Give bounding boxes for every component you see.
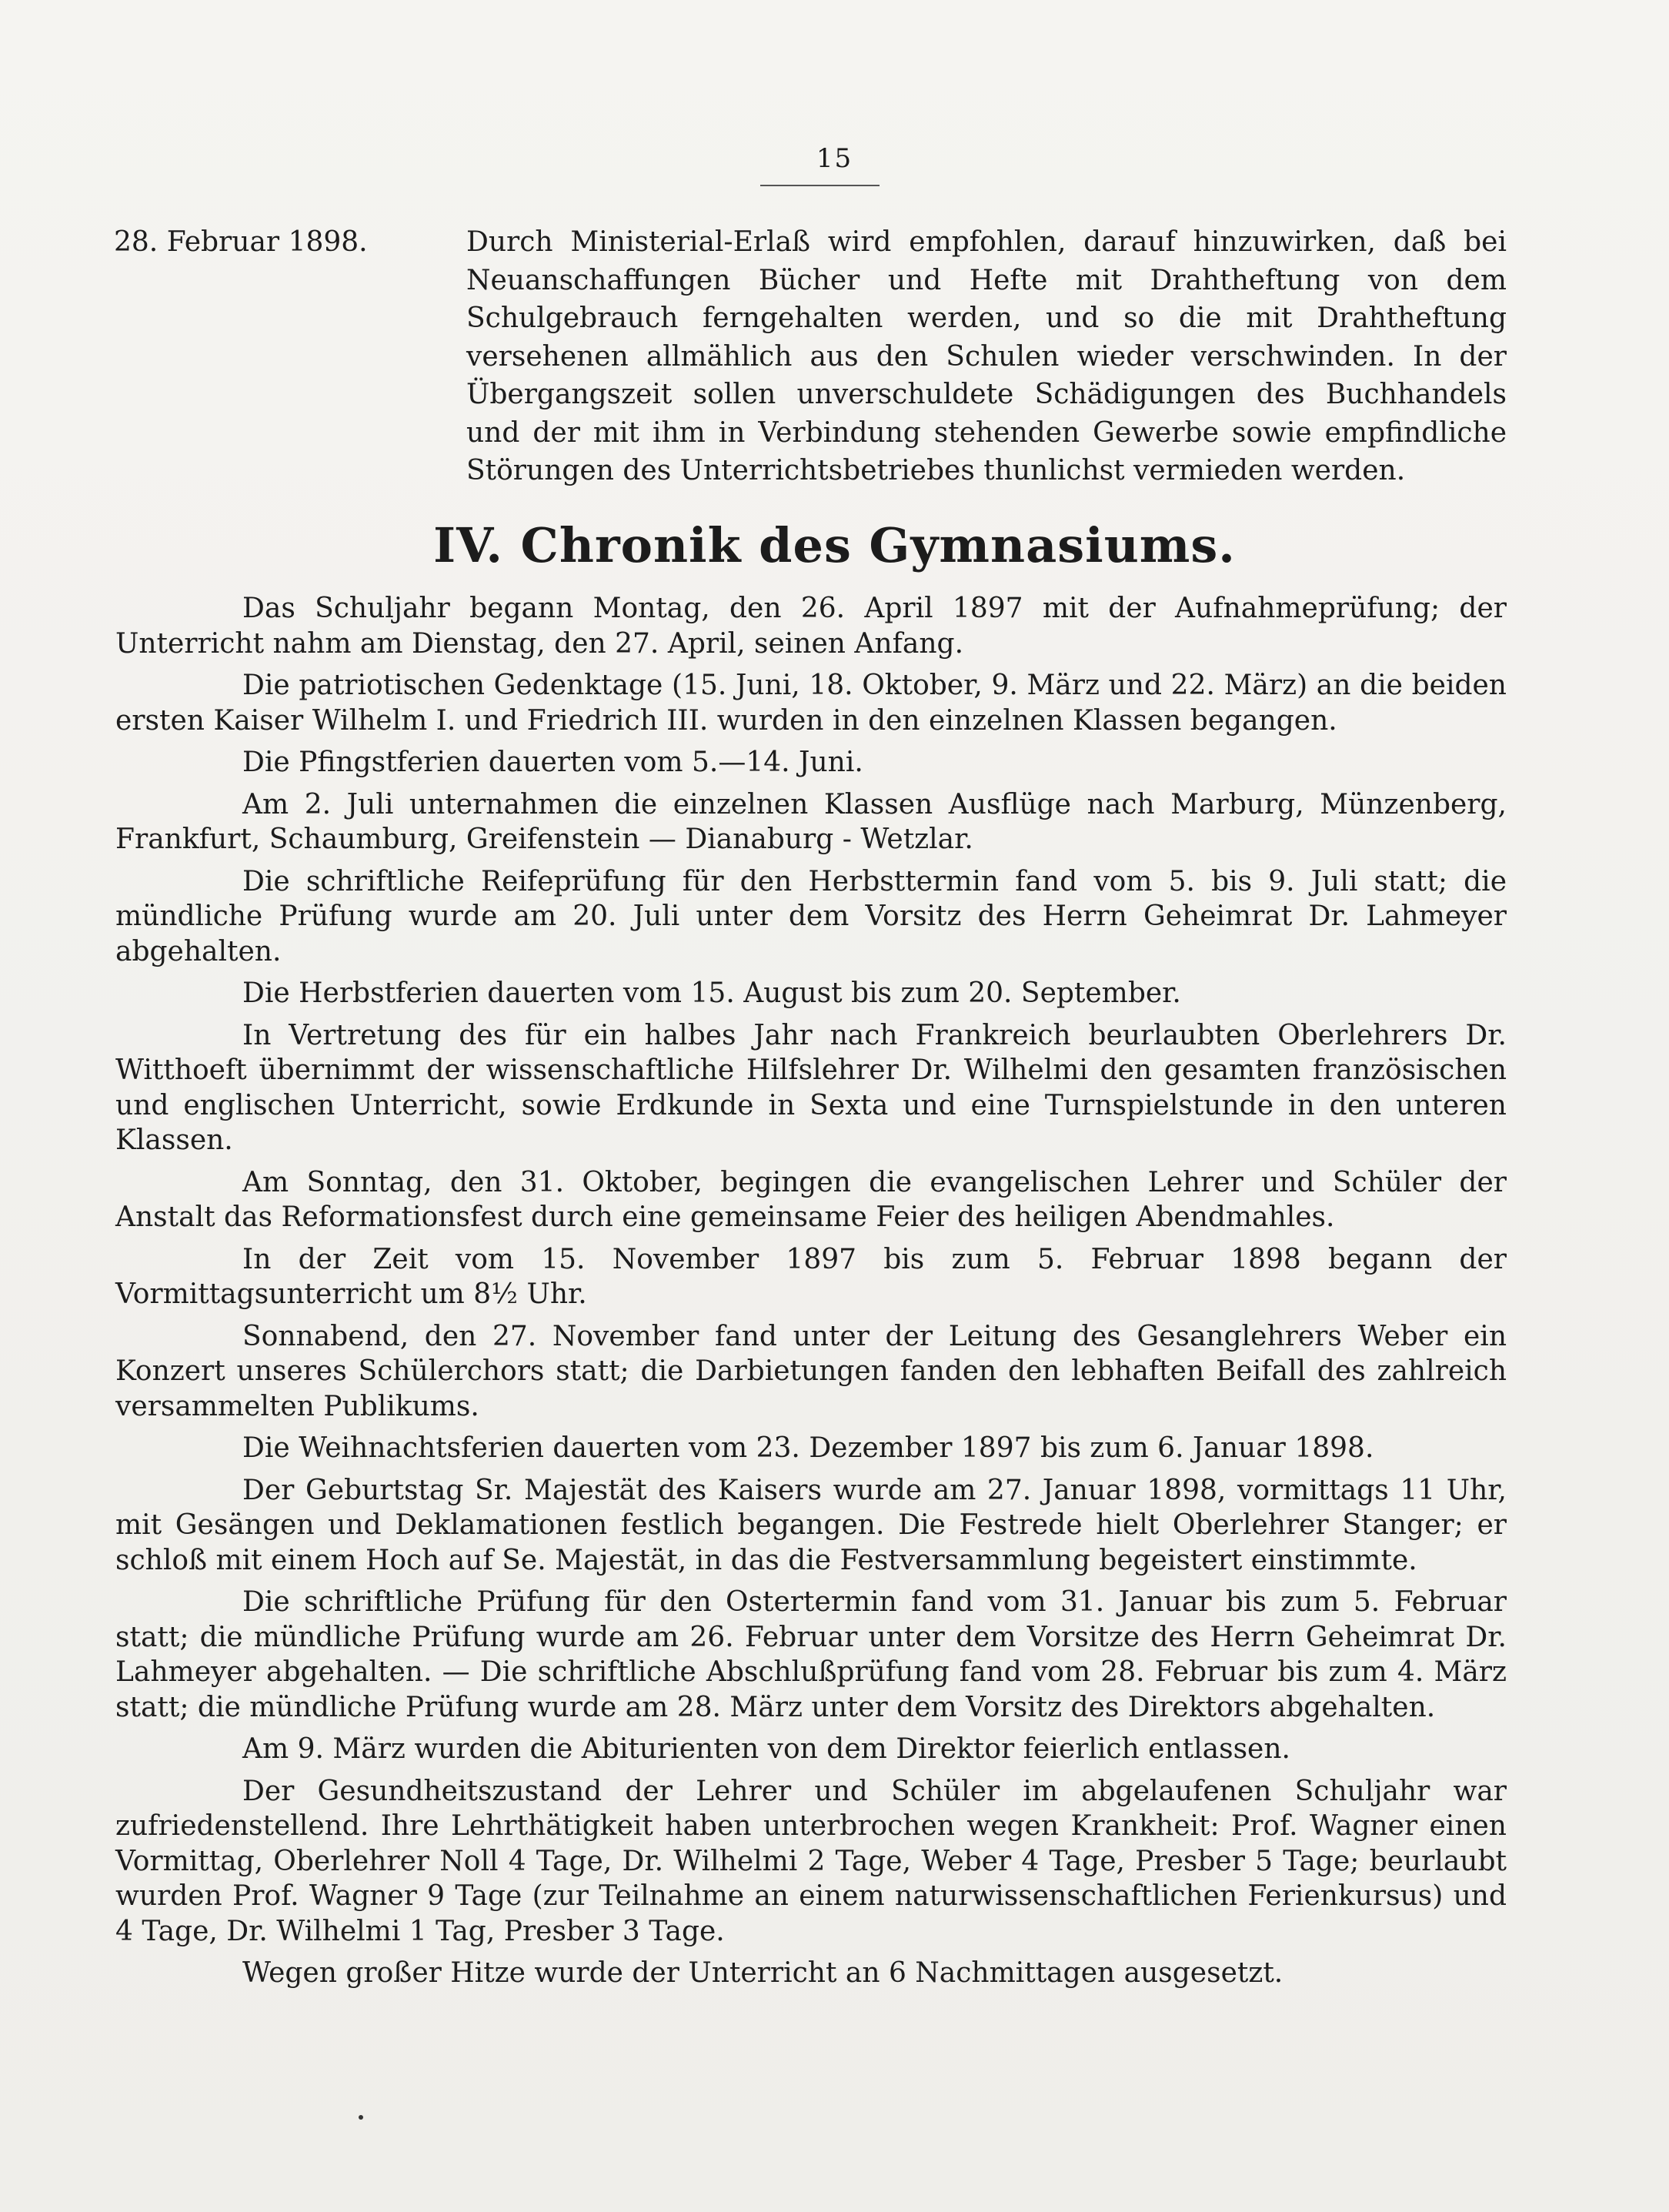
chronicle-paragraph: Am Sonntag, den 31. Oktober, begingen die evangelischen Lehrer und Schüler der Anstalt das Reformationsfest durch eine gemeinsame Feier des heiligen Abendmahles. [115, 1166, 1507, 1233]
chronicle-body [115, 591, 1507, 1998]
chronicle-paragraph: Am 9. März wurden die Abiturienten von dem Direktor feierlich entlassen. [242, 1733, 1290, 1765]
decree-text: Durch Ministerial-Erlaß wird empfohlen, darauf hinzuwirken, daß bei Neuanschaffungen Bücher und Hefte mit Drahtheftung von dem Schulgebrauch ferngehalten werden, und so die mit Drahtheftung versehenen allmählich aus den Schulen wieder verschwinden. In der Übergangszeit sollen unverschuldete Schädigungen des Buchhandels und der mit ihm in Verbindung stehenden Gewerbe sowie empfindliche Störungen des Unterrichtsbetriebes thunlichst vermieden werden. [466, 226, 1507, 486]
chronicle-paragraph: Der Geburtstag Sr. Majestät des Kaisers wurde am 27. Januar 1898, vormittags 11 Uhr, mit Gesängen und Deklamationen festlich begangen. Die Festrede hielt Oberlehrer Stanger; er schloß mit einem Hoch auf Se. Majestät, in das die Festversammlung begeistert einstimmte. [115, 1474, 1507, 1576]
decree-entry [114, 223, 1507, 490]
chronicle-paragraph: Die schriftliche Prüfung für den Ostertermin fand vom 31. Januar bis zum 5. Februar statt; die mündliche Prüfung wurde am 26. Februar unter dem Vorsitze des Herrn Geheimrat Dr. Lahmeyer abgehalten. — Die schriftliche Abschlußprüfung fand vom 28. Februar bis zum 4. März statt; die mündliche Prüfung wurde am 28. März unter dem Vorsitz des Direktors abgehalten. [115, 1586, 1507, 1723]
chronicle-paragraph: Die patriotischen Gedenktage (15. Juni, 18. Oktober, 9. März und 22. März) an die beiden ersten Kaiser Wilhelm I. und Friedrich III. wurden in den einzelnen Klassen begangen. [115, 670, 1507, 737]
print-speck [359, 2115, 363, 2120]
page-number: 15 [816, 143, 853, 174]
chronicle-paragraph: In Vertretung des für ein halbes Jahr nach Frankreich beurlaubten Oberlehrers Dr. Witthoeft übernimmt der wissenschaftliche Hilfslehrer Dr. Wilhelmi den gesamten französischen und englischen Unterricht, sowie Erdkunde in Sexta und eine Turnspielstunde in den unteren Klassen. [115, 1019, 1507, 1156]
chronicle-paragraph: Die Weihnachtsferien dauerten vom 23. Dezember 1897 bis zum 6. Januar 1898. [242, 1432, 1374, 1464]
chronicle-paragraph: Am 2. Juli unternahmen die einzelnen Klassen Ausflüge nach Marburg, Münzenberg, Frankfurt, Schaumburg, Greifenstein — Dianaburg - Wetzlar. [115, 788, 1507, 855]
page-number-rule [760, 185, 880, 186]
chronicle-paragraph: Sonnabend, den 27. November fand unter der Leitung des Gesanglehrers Weber ein Konzert unseres Schülerchors statt; die Darbietungen fanden den lebhaften Beifall des zahlreich versammelten Publikums. [115, 1320, 1507, 1422]
chronicle-paragraph: Wegen großer Hitze wurde der Unterricht an 6 Nachmittagen ausgesetzt. [242, 1957, 1283, 1989]
chronicle-paragraph: Die schriftliche Reifeprüfung für den Herbsttermin fand vom 5. bis 9. Juli statt; die mündliche Prüfung wurde am 20. Juli unter dem Vorsitz des Herrn Geheimrat Dr. Lahmeyer abgehalten. [115, 865, 1507, 967]
section-heading: IV. Chronik des Gymnasiums. [433, 517, 1236, 573]
chronicle-paragraph: In der Zeit vom 15. November 1897 bis zum 5. Februar 1898 begann der Vormittagsunterricht um 8½ Uhr. [115, 1243, 1507, 1310]
chronicle-paragraph: Das Schuljahr begann Montag, den 26. April 1897 mit der Aufnahmeprüfung; der Unterricht nahm am Dienstag, den 27. April, seinen Anfang. [115, 593, 1507, 660]
chronicle-paragraph: Die Herbstferien dauerten vom 15. August bis zum 20. September. [242, 977, 1181, 1009]
decree-date: 28. Februar 1898. [114, 226, 368, 258]
chronicle-paragraph: Die Pfingstferien dauerten vom 5.—14. Juni. [242, 747, 863, 778]
chronicle-paragraph: Der Gesundheitszustand der Lehrer und Schüler im abgelaufenen Schuljahr war zufriedenstellend. Ihre Lehrthätigkeit haben unterbrochen wegen Krankheit: Prof. Wagner einen Vormittag, Oberlehrer Noll 4 Tage, Dr. Wilhelmi 2 Tage, Weber 4 Tage, Presber 5 Tage; beurlaubt wurden Prof. Wagner 9 Tage (zur Teilnahme an einem naturwissenschaftlichen Ferienkursus) und 4 Tage, Dr. Wilhelmi 1 Tag, Presber 3 Tage. [115, 1775, 1507, 1947]
